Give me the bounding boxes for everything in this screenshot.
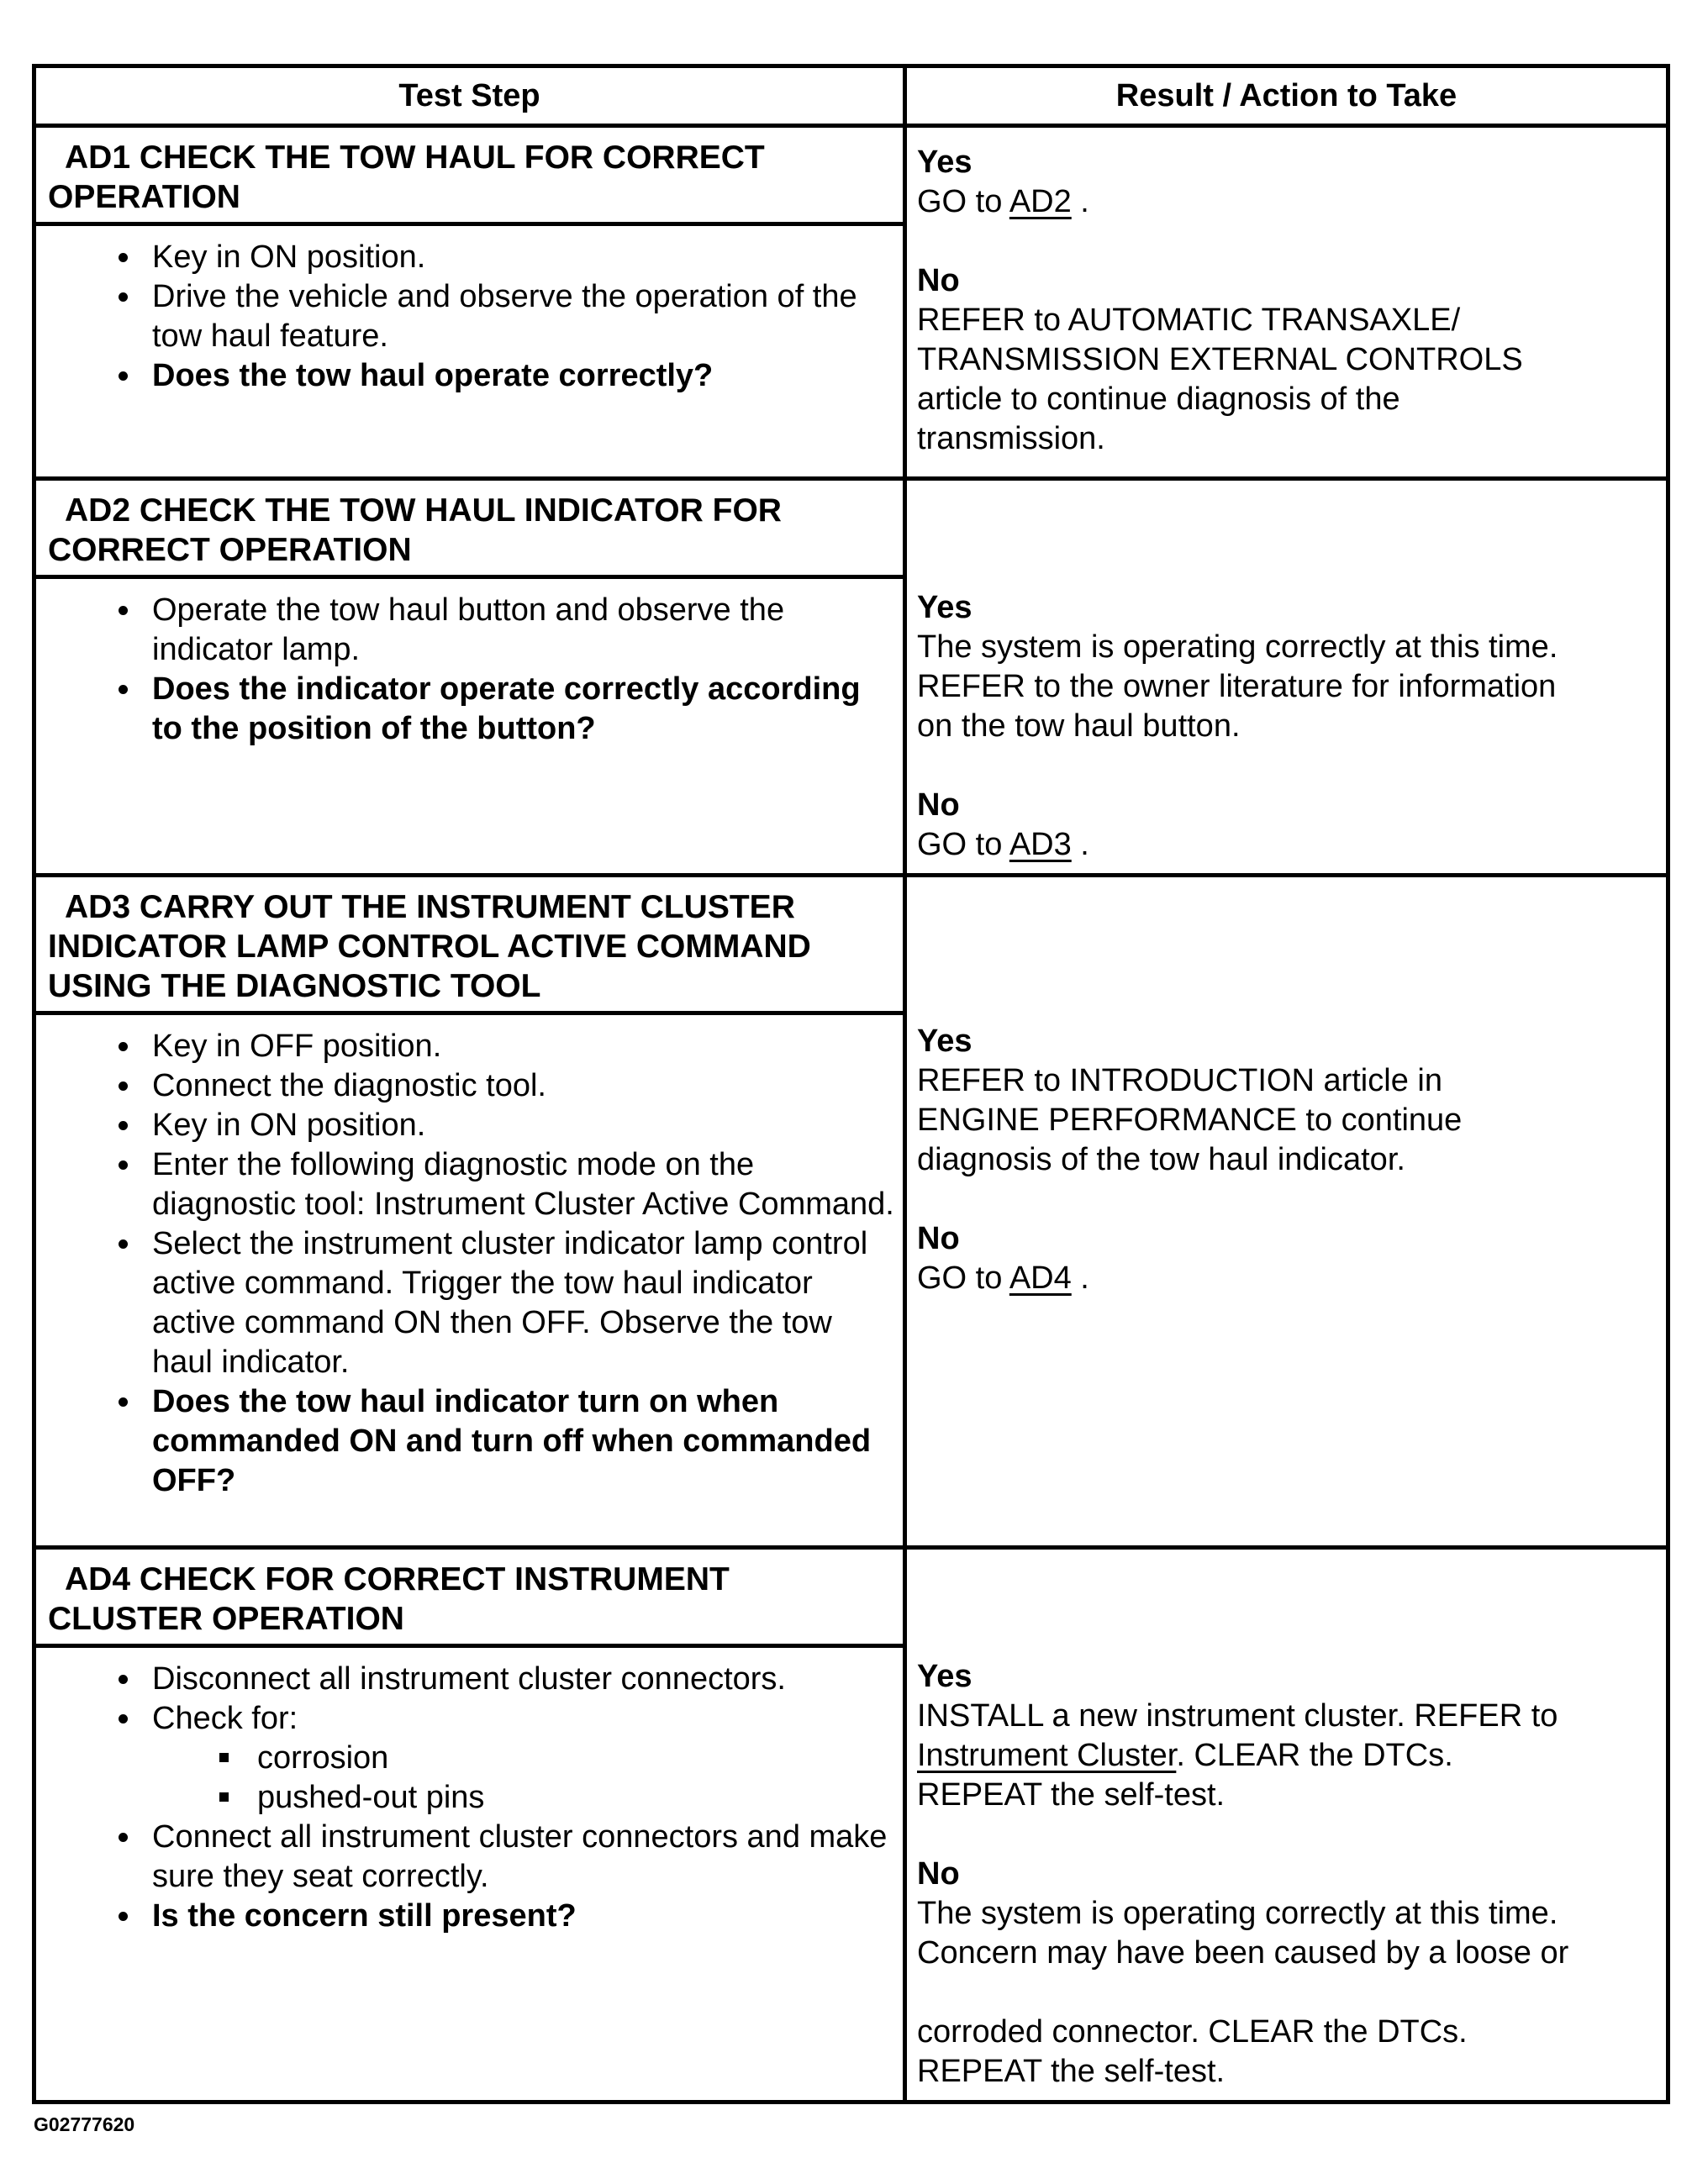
no-action: transmission. xyxy=(917,421,1105,456)
list-item: Disconnect all instrument cluster connectors. xyxy=(152,1660,894,1699)
no-action: REFER to AUTOMATIC TRANSAXLE/ xyxy=(917,303,1461,338)
step-title: AD1 CHECK THE TOW HAUL FOR CORRECT OPERATION xyxy=(36,128,903,226)
result-cell xyxy=(905,126,1668,479)
no-action: GO to AD3 . xyxy=(917,827,1089,862)
test-step-row-ad3 xyxy=(34,876,1668,1548)
yes-label: Yes xyxy=(917,145,973,180)
no-label: No xyxy=(917,1221,960,1256)
no-action: GO to AD4 . xyxy=(917,1260,1089,1296)
yes-action: on the tow haul button. xyxy=(917,708,1241,744)
list-item: Key in ON position. xyxy=(152,1106,894,1145)
yes-label: Yes xyxy=(917,1024,973,1059)
result-cell xyxy=(905,1548,1668,2102)
test-step-cell xyxy=(34,479,905,876)
no-action: The system is operating correctly at this time. xyxy=(917,1896,1558,1931)
test-step-cell xyxy=(34,1548,905,2102)
list-item: Select the instrument cluster indicator lamp control active command. Trigger the tow haul indicator active command ON then OFF. Observe the tow haul indicator. xyxy=(152,1224,894,1382)
yes-label: Yes xyxy=(917,1659,973,1694)
no-action: TRANSMISSION EXTERNAL CONTROLS xyxy=(917,342,1523,377)
diagnostic-table xyxy=(32,64,1670,2104)
yes-action: INSTALL a new instrument cluster. REFER to xyxy=(917,1698,1558,1734)
step-question: Is the concern still present? xyxy=(152,1897,894,1936)
no-label: No xyxy=(917,1856,960,1892)
list-item: Connect all instrument cluster connectors and make sure they seat correctly. xyxy=(152,1818,894,1897)
no-action: REPEAT the self-test. xyxy=(917,2054,1226,2089)
list-item: Enter the following diagnostic mode on the diagnostic tool: Instrument Cluster Active Command. xyxy=(152,1145,894,1224)
yes-action: The system is operating correctly at this time. xyxy=(917,629,1558,665)
list-item: Key in ON position. xyxy=(152,238,894,277)
header-result-action: Result / Action to Take xyxy=(905,66,1668,126)
test-step-cell xyxy=(34,126,905,479)
sub-list-item: pushed-out pins xyxy=(257,1778,894,1818)
step-list xyxy=(36,579,903,757)
list-item: Drive the vehicle and observe the operation of the tow haul feature. xyxy=(152,277,894,356)
step-question: Does the tow haul operate correctly? xyxy=(152,356,894,396)
list-item: Operate the tow haul button and observe the indicator lamp. xyxy=(152,591,894,670)
step-question: Does the tow haul indicator turn on when commanded ON and turn off when commanded OFF? xyxy=(152,1382,894,1501)
yes-action: REFER to the owner literature for information xyxy=(917,669,1557,704)
step-title: AD2 CHECK THE TOW HAUL INDICATOR FOR CORRECT OPERATION xyxy=(36,481,903,579)
list-item: Connect the diagnostic tool. xyxy=(152,1066,894,1106)
link-ad2[interactable]: AD2 xyxy=(1009,184,1072,219)
no-label: No xyxy=(917,263,960,298)
figure-id: G02777620 xyxy=(34,2113,135,2135)
yes-action: REFER to INTRODUCTION article in xyxy=(917,1063,1442,1098)
link-ad3[interactable]: AD3 xyxy=(1009,827,1072,862)
test-step-row-ad4 xyxy=(34,1548,1668,2102)
yes-action: Instrument Cluster. CLEAR the DTCs. xyxy=(917,1738,1453,1773)
list-item: Check for: corrosion pushed-out pins xyxy=(152,1699,894,1818)
test-step-cell xyxy=(34,876,905,1548)
header-test-step: Test Step xyxy=(34,66,905,126)
link-instrument-cluster[interactable]: Instrument Cluster xyxy=(917,1738,1177,1773)
result-cell xyxy=(905,479,1668,876)
yes-label: Yes xyxy=(917,590,973,625)
sub-list-item: corrosion xyxy=(257,1739,894,1778)
result-cell xyxy=(905,876,1668,1548)
yes-action: ENGINE PERFORMANCE to continue xyxy=(917,1103,1463,1138)
step-list xyxy=(36,1015,903,1509)
link-ad4[interactable]: AD4 xyxy=(1009,1260,1072,1296)
yes-action: diagnosis of the tow haul indicator. xyxy=(917,1142,1405,1177)
step-title: AD3 CARRY OUT THE INSTRUMENT CLUSTER INDICATOR LAMP CONTROL ACTIVE COMMAND USING THE DIAGNOSTIC TOOL xyxy=(36,877,903,1015)
step-list xyxy=(36,1648,903,1945)
no-action: corroded connector. CLEAR the DTCs. xyxy=(917,2014,1468,2050)
step-list xyxy=(36,226,903,404)
step-question: Does the indicator operate correctly according to the position of the button? xyxy=(152,670,894,749)
yes-action: REPEAT the self-test. xyxy=(917,1777,1226,1813)
test-step-row-ad2 xyxy=(34,479,1668,876)
yes-action: GO to AD2 . xyxy=(917,184,1089,219)
no-label: No xyxy=(917,787,960,823)
list-item: Key in OFF position. xyxy=(152,1027,894,1066)
no-action: Concern may have been caused by a loose or xyxy=(917,1935,1569,1971)
sub-list xyxy=(152,1739,894,1818)
header-row xyxy=(34,66,1668,126)
step-title: AD4 CHECK FOR CORRECT INSTRUMENT CLUSTER OPERATION xyxy=(36,1550,903,1648)
test-step-row-ad1 xyxy=(34,126,1668,479)
no-action: article to continue diagnosis of the xyxy=(917,382,1400,417)
